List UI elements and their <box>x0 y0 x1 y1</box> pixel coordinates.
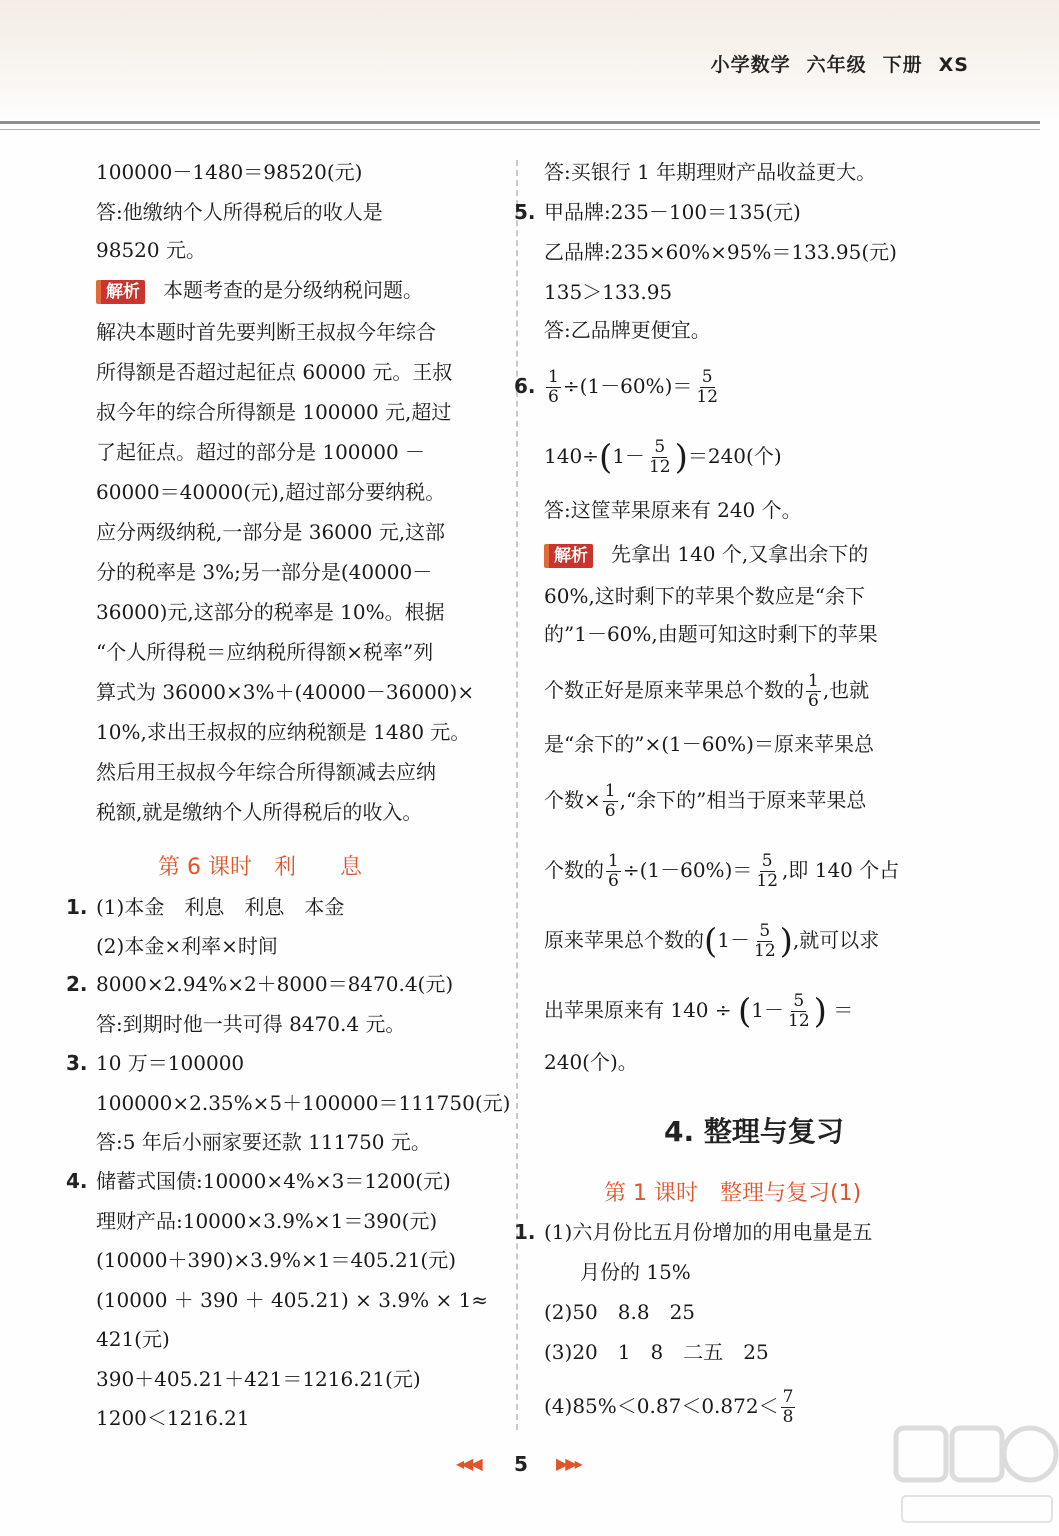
lesson-heading: 第 1 课时 整理与复习(1) <box>604 1181 862 1206</box>
text-line: 135＞133.95 <box>544 280 673 304</box>
text-line: 先拿出 140 个,又拿出余下的 <box>611 542 869 566</box>
text-line: 的”1－60%,由题可知这时剩下的苹果 <box>544 622 878 646</box>
fraction: $\frac{5}{12}$ <box>788 991 810 1031</box>
text-line: (2)本金×利率×时间 <box>96 934 278 958</box>
text-line: (2)50 8.8 25 <box>544 1300 696 1324</box>
fraction: $\frac{5}{12}$ <box>648 437 671 477</box>
text-line: 月份的 15% <box>580 1260 691 1284</box>
text-line: 60000＝40000(元),超过部分要纳税。 <box>96 480 446 504</box>
text-line: 答:乙品牌更便宜。 <box>544 318 711 342</box>
text-line: 所得额是否超过起征点 60000 元。王叔 <box>96 360 453 384</box>
text-line: 答:这筐苹果原来有 240 个。 <box>544 498 802 522</box>
question-number: 4. <box>66 1169 88 1193</box>
formula-line: 出苹果原来有 140 ÷ (1－ $\frac{5}{12}$ ) ＝ <box>544 991 854 1032</box>
formula-line: $\frac{1}{6}$ ÷(1－60%)＝ $\frac{5}{12}$ <box>548 367 719 407</box>
watermark-logo-icon <box>890 1420 1059 1530</box>
text-line: 60%,这时剩下的苹果个数应是“余下 <box>544 584 866 608</box>
text-line: (10000＋390)×3.9%×1＝405.21(元) <box>96 1248 457 1272</box>
text-line: 解决本题时首先要判断王叔叔今年综合 <box>96 320 436 344</box>
left-arrows-icon: ◂◀◀ <box>456 1454 480 1473</box>
question-number: 1. <box>514 1220 536 1244</box>
header-rule-thin <box>0 129 1040 130</box>
text-line: 应分两级纳税,一部分是 36000 元,这部 <box>96 520 446 544</box>
lesson-heading: 第 6 课时 利 息 <box>158 855 362 880</box>
text-line: 甲品牌:235－100＝135(元) <box>544 200 801 224</box>
text-line: 理财产品:10000×3.9%×1＝390(元) <box>96 1209 438 1233</box>
text-line: 乙品牌:235×60%×95%＝133.95(元) <box>544 240 897 264</box>
edition: XS <box>938 54 969 76</box>
formula-line: (4)85%＜0.87＜0.872＜ $\frac{7}{8}$ <box>544 1387 794 1427</box>
text-line: 答:买银行 1 年期理财产品收益更大。 <box>544 160 877 184</box>
text-line: 390＋405.21＋421＝1216.21(元) <box>96 1367 421 1391</box>
text-line: 36000)元,这部分的税率是 10%。根据 <box>96 600 445 624</box>
text-line: 储蓄式国债:10000×4%×3＝1200(元) <box>96 1169 451 1193</box>
fraction: $\frac{5}{12}$ <box>756 851 779 891</box>
text-line: “个人所得税＝应纳税所得额×税率”列 <box>96 640 434 664</box>
question-number: 6. <box>514 374 536 398</box>
analysis-tag: 解析 <box>96 280 145 304</box>
fraction: $\frac{1}{6}$ <box>604 781 616 821</box>
text-line: (3)20 1 8 二五 25 <box>544 1340 769 1364</box>
text-line: 8000×2.94%×2＋8000＝8470.4(元) <box>96 972 454 996</box>
formula-line: 140÷(1－ $\frac{5}{12}$ )＝240(个) <box>544 437 782 478</box>
unit-heading: 4. 整理与复习 <box>664 1115 844 1148</box>
subject: 小学数学 <box>710 54 791 76</box>
text-line: 10%,求出王叔叔的应纳税额是 1480 元。 <box>96 720 471 744</box>
grade: 六年级 <box>806 54 867 76</box>
fraction: $\frac{5}{12}$ <box>696 367 719 407</box>
formula-line: 个数正好是原来苹果总个数的 $\frac{1}{6}$ ,也就 <box>544 671 870 711</box>
question-number: 3. <box>66 1051 88 1075</box>
text-line: 本题考查的是分级纳税问题。 <box>163 278 423 302</box>
right-arrows-icon: ▶▶▸ <box>556 1454 580 1473</box>
analysis-first-line <box>544 542 868 568</box>
text-line: 答:到期时他一共可得 8470.4 元。 <box>96 1012 406 1036</box>
text-line: 分的税率是 3%;另一部分是(40000－ <box>96 560 433 584</box>
fraction: $\frac{1}{6}$ <box>548 367 559 407</box>
watermark-graphic <box>890 1420 1059 1530</box>
page-header <box>0 0 1059 120</box>
text-line: 算式为 36000×3%＋(40000－36000)× <box>96 680 475 704</box>
text-line: 421(元) <box>96 1327 170 1351</box>
fraction: $\frac{7}{8}$ <box>782 1387 794 1427</box>
text-line: 1200＜1216.21 <box>96 1406 250 1430</box>
fraction: $\frac{5}{12}$ <box>754 921 776 961</box>
text-line: 98520 元。 <box>96 238 206 262</box>
text-line: (1)本金 利息 利息 本金 <box>96 895 345 919</box>
analysis-first-line <box>96 278 423 304</box>
analysis-tag: 解析 <box>544 544 593 568</box>
text-line: 240(个)。 <box>544 1050 638 1074</box>
page-number: 5 <box>514 1452 528 1476</box>
text-line: 10 万＝100000 <box>96 1051 245 1075</box>
fraction: $\frac{1}{6}$ <box>808 671 819 711</box>
text-line: 了起征点。超过的部分是 100000 － <box>96 440 426 464</box>
text-line: 100000×2.35%×5＋100000＝111750(元) <box>96 1091 511 1115</box>
question-number: 1. <box>66 895 88 919</box>
text-line: 答:5 年后小丽家要还款 111750 元。 <box>96 1130 431 1154</box>
header-rule-thick <box>0 121 1040 124</box>
volume: 下册 <box>882 54 923 76</box>
text-line: (1)六月份比五月份增加的用电量是五 <box>544 1220 873 1244</box>
formula-line: 个数的 $\frac{1}{6}$ ÷(1－60%)＝ $\frac{5}{12}$ ,即 140 个占 <box>544 851 900 891</box>
fraction: $\frac{1}{6}$ <box>608 851 619 891</box>
text-line: 100000－1480＝98520(元) <box>96 160 363 184</box>
text-line: 是“余下的”×(1－60%)＝原来苹果总 <box>544 732 874 756</box>
text-line: 答:他缴纳个人所得税后的收人是 <box>96 200 383 224</box>
formula-line: 个数× $\frac{1}{6}$ ,“余下的”相当于原来苹果总 <box>544 781 867 821</box>
question-number: 2. <box>66 972 88 996</box>
text-line: (10000 ＋ 390 ＋ 405.21) × 3.9% × 1≈ <box>96 1288 489 1312</box>
question-number: 5. <box>514 200 536 224</box>
text-line: 税额,就是缴纳个人所得税后的收入。 <box>96 800 423 824</box>
book-title <box>695 50 969 77</box>
text-line: 然后用王叔叔今年综合所得额减去应纳 <box>96 760 436 784</box>
text-line: 叔今年的综合所得额是 100000 元,超过 <box>96 400 452 424</box>
formula-line: 原来苹果总个数的(1－ $\frac{5}{12}$ ),就可以求 <box>544 921 880 962</box>
